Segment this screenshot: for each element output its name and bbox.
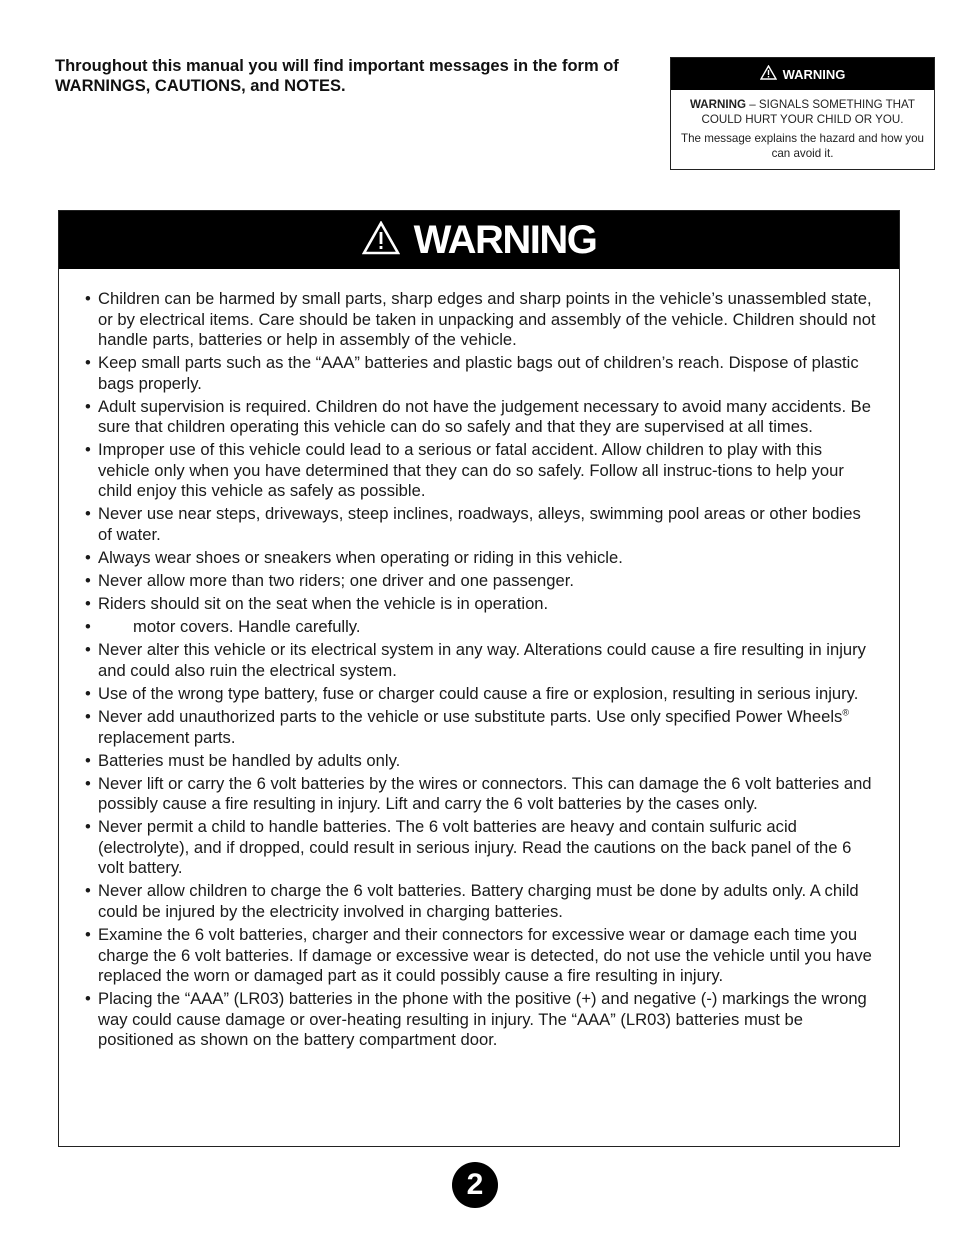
list-item: • Keep small parts such as the “AAA” batteries and plastic bags out of children’s reach. Dispose of plastic bags properly. [85, 353, 877, 394]
list-item: • Improper use of this vehicle could lead to a serious or fatal accident. Allow children to play with this vehicle only when you have determined that they can do so safely. Follow all instruc-tions to help your child enjoy this vehicle as safely as possible. [85, 440, 877, 502]
list-item: • Riders should sit on the seat when the vehicle is in operation. [85, 594, 877, 615]
warning-panel-header [59, 211, 899, 269]
legend-definition-text: – SIGNALS SOMETHING THAT COULD HURT YOUR CHILD OR YOU. [701, 98, 916, 126]
warning-triangle-icon [362, 221, 400, 260]
list-item: • Never allow children to charge the 6 volt batteries. Battery charging must be done by adults only. A child could be injured by the electricity involved in charging batteries. [85, 881, 877, 922]
legend-header-label: WARNING [782, 66, 846, 82]
list-item: • Placing the “AAA” (LR03) batteries in the phone with the positive (+) and negative (-) markings the wrong way could cause damage or over-heating resulting in injury. The “AAA” (LR03) batteries must be positioned as shown on the battery compartment door. [85, 989, 877, 1051]
list-item: • Always wear shoes or sneakers when operating or riding in this vehicle. [85, 548, 877, 569]
warning-list [59, 269, 899, 1051]
warning-panel-title: WARNING [413, 217, 597, 262]
list-item: • Adult supervision is required. Children do not have the judgement necessary to avoid many accidents. Be sure that children operating this vehicle can do so safely and that they are supervised at all times. [85, 397, 877, 438]
list-item: • Use of the wrong type battery, fuse or charger could cause a fire or explosion, resulting in serious injury. [85, 684, 877, 705]
list-item: • Children can be harmed by small parts, sharp edges and sharp points in the vehicle’s unassembled state, or by electrical items. Care should be taken in unpacking and assembly of the vehicle. Children should not handle parts, batteries or help in assembly of the vehicle. [85, 289, 877, 351]
list-item: • motor covers. Handle carefully. [85, 617, 877, 638]
list-item: • Never permit a child to handle batteries. The 6 volt batteries are heavy and contain sulfuric acid (electrolyte), and if dropped, could result in serious injury. Read the cautions on the back panel of the 6 volt battery. [85, 817, 877, 879]
list-item: • Never alter this vehicle or its electrical system in any way. Alterations could cause a fire resulting in injury and could also ruin the electrical system. [85, 640, 877, 681]
legend-header [671, 58, 934, 90]
warning-triangle-icon [760, 65, 777, 83]
legend-term: WARNING [689, 98, 747, 111]
warning-legend-box [670, 57, 935, 170]
warning-panel [58, 210, 900, 1147]
registered-mark: ® [842, 707, 849, 718]
list-item: • Never lift or carry the 6 volt batteries by the wires or connectors. This can damage the 6 volt batteries and possibly cause a fire resulting in injury. Lift and carry the 6 volt batteries by the cases only. [85, 774, 877, 815]
list-item: • Batteries must be handled by adults only. [85, 751, 877, 772]
page-number: 2 [452, 1162, 498, 1208]
list-item: • Examine the 6 volt batteries, charger and their connectors for excessive wear or damage each time you charge the 6 volt batteries. If damage or excessive wear is detected, do not use the vehicle until you have replaced the worn or damaged part as it could possibly cause a fire resulting in injury. [85, 925, 877, 987]
list-item: • Never use near steps, driveways, steep inclines, roadways, alleys, swimming pool areas or other bodies of water. [85, 504, 877, 545]
legend-explanation: The message explains the hazard and how you can avoid it. [681, 132, 924, 160]
list-item: • Never allow more than two riders; one driver and one passenger. [85, 571, 877, 592]
legend-definition [677, 98, 928, 127]
replacement-suffix: replacement parts. [98, 727, 236, 747]
intro-text: Throughout this manual you will find important messages in the form of WARNINGS, CAUTIONS, and NOTES. [55, 57, 619, 95]
list-item: • Never add unauthorized parts to the vehicle or use substitute parts. Use only specified Power Wheels® replacement parts. [85, 707, 877, 748]
